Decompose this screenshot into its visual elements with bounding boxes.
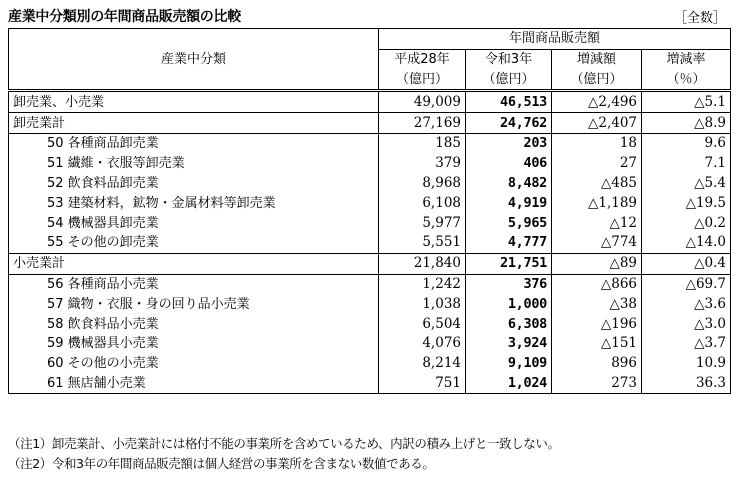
page-title: 産業中分類別の年間商品販売額の比較 [8, 9, 241, 25]
cell-r3: 6,308 [466, 314, 552, 334]
cell-rate: 10.9 [642, 354, 731, 374]
cell-diff: △866 [552, 274, 642, 294]
header-row-1 [9, 29, 731, 50]
row-name: 53 建築材料，鉱物・金属材料等卸売業 [9, 193, 379, 213]
cell-diff: △485 [552, 174, 642, 194]
header-unit-h28: （億円） [379, 70, 466, 91]
cell-h28: 6,504 [379, 314, 466, 334]
table-row-wholesale-total [9, 113, 731, 134]
header-unit-diff: （億円） [552, 70, 642, 91]
cell-rate: △19.5 [642, 193, 731, 213]
cell-r3: 406 [466, 154, 552, 174]
row-name: 51 繊維・衣服等卸売業 [9, 154, 379, 174]
cell-diff: △774 [552, 233, 642, 253]
cell-r3: 1,024 [466, 374, 552, 394]
table-row [9, 334, 731, 354]
table-row [9, 213, 731, 233]
row-name: 58 飲食料品小売業 [9, 314, 379, 334]
table-row-retail-total [9, 253, 731, 274]
row-name: 59 機械器具小売業 [9, 334, 379, 354]
cell-diff: △2,496 [552, 91, 642, 113]
cell-r3: 4,919 [466, 193, 552, 213]
cell-rate: △0.2 [642, 213, 731, 233]
cell-h28: 379 [379, 154, 466, 174]
row-name: 61 無店舗小売業 [9, 374, 379, 394]
cell-diff: △151 [552, 334, 642, 354]
cell-rate: △3.0 [642, 314, 731, 334]
row-name: 60 その他の小売業 [9, 354, 379, 374]
cell-diff: △38 [552, 294, 642, 314]
cell-h28: 751 [379, 374, 466, 394]
cell-r3: 8,482 [466, 174, 552, 194]
cell-h28: 185 [379, 133, 466, 153]
cell-rate: △0.4 [642, 253, 731, 274]
cell-r3: 3,924 [466, 334, 552, 354]
cell-h28: 21,840 [379, 253, 466, 274]
row-name: 50 各種商品卸売業 [9, 133, 379, 153]
cell-r3: 203 [466, 133, 552, 153]
cell-h28: 4,076 [379, 334, 466, 354]
table-row [9, 374, 731, 394]
cell-rate: △14.0 [642, 233, 731, 253]
header-diff: 増減額 [552, 49, 642, 69]
table-row [9, 354, 731, 374]
table-row [9, 314, 731, 334]
cell-r3: 1,000 [466, 294, 552, 314]
cell-h28: 27,169 [379, 113, 466, 134]
row-name: 57 織物・衣服・身の回り品小売業 [9, 294, 379, 314]
footnotes [8, 434, 560, 474]
cell-h28: 8,968 [379, 174, 466, 194]
cell-h28: 5,551 [379, 233, 466, 253]
cell-r3: 5,965 [466, 213, 552, 233]
cell-rate: △8.9 [642, 113, 731, 134]
header-r3: 令和3年 [466, 49, 552, 69]
cell-rate: △3.6 [642, 294, 731, 314]
header-unit-rate: （％） [642, 70, 731, 91]
cell-rate: 9.6 [642, 133, 731, 153]
table-row [9, 174, 731, 194]
cell-rate: △5.1 [642, 91, 731, 113]
footnote-1: （注1）卸売業計、小売業計には格付不能の事業所を含めているため、内訳の積み上げと一致しない。 [8, 436, 560, 451]
sales-comparison-table [8, 28, 731, 394]
row-name: 卸売業、小売業 [9, 91, 379, 113]
cell-r3: 4,777 [466, 233, 552, 253]
cell-diff: 18 [552, 133, 642, 153]
cell-r3: 46,513 [466, 91, 552, 113]
table-row [9, 294, 731, 314]
cell-h28: 6,108 [379, 193, 466, 213]
cell-r3: 9,109 [466, 354, 552, 374]
row-name: 卸売業計 [9, 113, 379, 134]
footnote-2: （注2）令和3年の年間商品販売額は個人経営の事業所を含まない数値である。 [8, 456, 435, 471]
cell-h28: 5,977 [379, 213, 466, 233]
cell-h28: 49,009 [379, 91, 466, 113]
scope-label: ［全数］ [673, 11, 726, 26]
cell-rate: △3.7 [642, 334, 731, 354]
header-category: 産業中分類 [9, 29, 379, 91]
cell-r3: 21,751 [466, 253, 552, 274]
row-name: 小売業計 [9, 253, 379, 274]
cell-r3: 376 [466, 274, 552, 294]
header-unit-r3: （億円） [466, 70, 552, 91]
header-h28: 平成28年 [379, 49, 466, 69]
cell-diff: △1,189 [552, 193, 642, 213]
table-row [9, 133, 731, 153]
row-name: 54 機械器具卸売業 [9, 213, 379, 233]
table-row [9, 274, 731, 294]
cell-h28: 1,242 [379, 274, 466, 294]
cell-diff: △12 [552, 213, 642, 233]
row-name: 56 各種商品小売業 [9, 274, 379, 294]
cell-h28: 8,214 [379, 354, 466, 374]
header-rate: 増減率 [642, 49, 731, 69]
cell-rate: 36.3 [642, 374, 731, 394]
cell-diff: △2,407 [552, 113, 642, 134]
cell-rate: △69.7 [642, 274, 731, 294]
table-row [9, 193, 731, 213]
table-row [9, 154, 731, 174]
cell-r3: 24,762 [466, 113, 552, 134]
cell-diff: 27 [552, 154, 642, 174]
header-group: 年間商品販売額 [379, 29, 731, 50]
cell-rate: △5.4 [642, 174, 731, 194]
title-row [8, 6, 730, 28]
row-name: 55 その他の卸売業 [9, 233, 379, 253]
cell-rate: 7.1 [642, 154, 731, 174]
cell-diff: △196 [552, 314, 642, 334]
cell-h28: 1,038 [379, 294, 466, 314]
table-row-total [9, 91, 731, 113]
row-name: 52 飲食料品卸売業 [9, 174, 379, 194]
cell-diff: 273 [552, 374, 642, 394]
cell-diff: 896 [552, 354, 642, 374]
table-row [9, 233, 731, 253]
cell-diff: △89 [552, 253, 642, 274]
